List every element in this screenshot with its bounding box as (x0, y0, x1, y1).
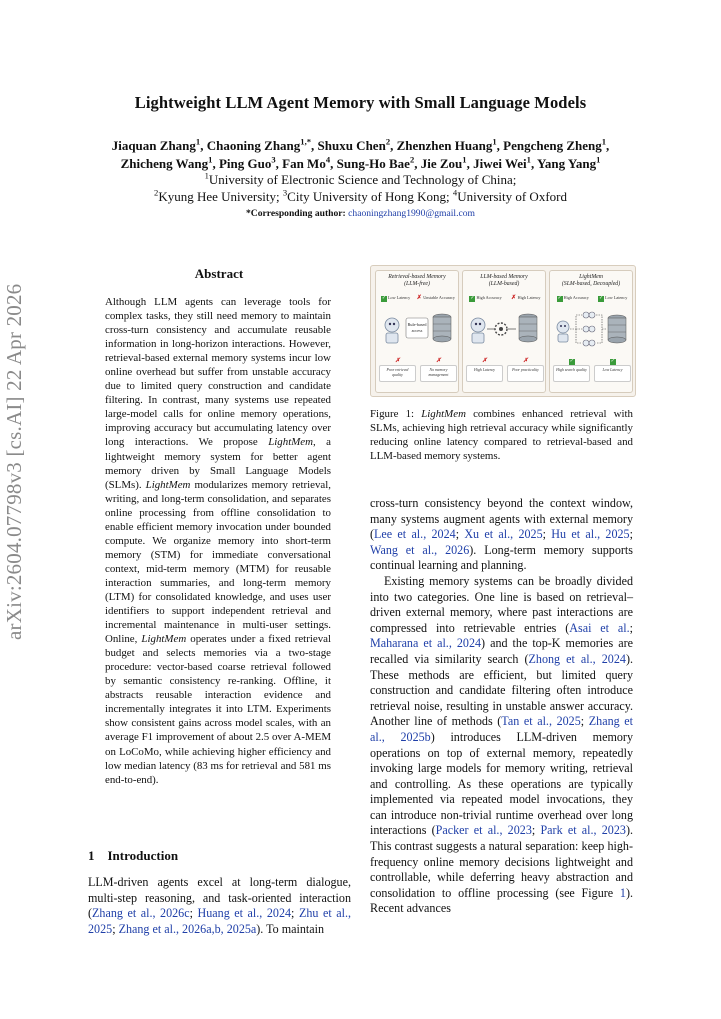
introduction-left-column: LLM-driven agents excel at long-term dialogue, multi-step reasoning, and task-oriented interaction (Zhang et al., 2026c; Huang et al., 2024; Zhu et al., 2025; Zhang et al., 2026a,b, 2025a). To maintain (88, 875, 352, 936)
panel-subtitle-line: (LLM-free) (404, 281, 430, 287)
affiliation-line-2: $^2$Kyung Hee University; $^3$City University of Hong Kong; $^4$University of Oxford (154, 187, 567, 204)
figure-panel-3 (549, 270, 633, 393)
cross-icon: ✗ (522, 358, 529, 364)
panel-tag-label: Low Latency (605, 295, 628, 300)
introduction-right-column (370, 496, 633, 917)
outcome-label: High Latency (466, 365, 503, 382)
panel-tags (552, 295, 632, 302)
cross-icon: ✗ (511, 295, 517, 301)
panel-tag (381, 295, 410, 302)
figure-1-caption: Figure 1: LightMem combines enhanced retrieval with SLMs, achieving high retrieval accuracy while significantly reducing online latency compared to retrieval-based and LLM-based memory systems. (370, 408, 633, 462)
outcome-label: Poor retrieval quality (379, 365, 416, 382)
author-list (40, 137, 681, 172)
abstract-heading: Abstract (194, 266, 244, 281)
outcome-box (553, 357, 590, 382)
panel-tag-label: High Latency (517, 295, 541, 300)
panel-tag (511, 295, 541, 302)
panel-subtitle-line: (SLM-based, Decoupled) (561, 281, 621, 287)
section-heading-introduction (88, 848, 178, 864)
author-line-1: Jiaquan Zhang$^1$, Chaoning Zhang$^{1,*}$, Shuxu Chen$^2$, Zhenzhen Huang$^1$, Pengcheng Zheng$^1$, (111, 136, 610, 153)
panel-outcomes (379, 357, 457, 382)
author-line-2: Zhicheng Wang$^1$, Ping Guo$^3$, Fan Mo$^4$, Sung-Ho Bae$^2$, Jie Zou$^1$, Jiwei Wei$^1$, Yang Yang$^1$ (120, 154, 601, 171)
panel-title-line: Retrieval-based Memory (388, 274, 446, 280)
cross-icon: ✗ (394, 358, 401, 364)
figure-1 (370, 265, 636, 397)
outcome-box (507, 357, 544, 382)
check-icon: ✓ (569, 359, 574, 364)
retrieval-memory-diagram (380, 305, 456, 355)
section-number: 1 (88, 848, 95, 863)
corresponding-label: *Corresponding author: (245, 208, 349, 219)
panel-tags (465, 295, 545, 302)
check-icon: ✓ (599, 296, 604, 301)
figure-panel-1 (375, 270, 459, 393)
lightmem-diagram (554, 305, 630, 355)
panel-tag (557, 295, 589, 302)
intro-paragraph-2: Existing memory systems can be broadly divided into two categories. One line is based on retrieval–driven external memory, where past interactions are compressed into retrievable entries (Asai et al.; Maharana et al., 2024) and the top-K memories are recalled via similarity search (Zhong et al., 2024). These methods are efficient, but limited query construction and candidate filtering often introduce retrieval noise, resulting in unstable answer accuracy. Another line of methods (Tan et al., 2025; Zhang et al., 2025b) introduces LLM-driven memory operations on top of external memory, repeatedly invoking large models for memory writing, retrieval and controlling. As these operations are typically implemented via repeated model invocations, they can introduce non-trivial runtime overhead over long interactions (Packer et al., 2023; Park et al., 2023). This contrast suggests a natural separation: keep high-frequency online memory decisions lightweight and controllable, while deferring heavy abstraction and consolidation to offline processing (see Figure 1). Recent advances (370, 573, 633, 916)
outcome-label: Poor practicality (507, 365, 544, 382)
outcome-label: Low Latency (594, 365, 631, 382)
panel-title (463, 274, 545, 288)
arxiv-watermark: arXiv:2604.07798v3 [cs.AI] 22 Apr 2026 (2, 283, 26, 640)
check-icon: ✓ (470, 296, 475, 301)
abstract-body: Although LLM agents can leverage tools for complex tasks, they still need memory to maintain cross-turn consistency and accumulate reusable information in long-horizon interactions. However, retrieval-based external memory systems incur low online overhead but suffer from unstable accuracy due to limited query construction and candidate filtering. In contrast, many systems use repeated large-model calls for online memory operations, improving accuracy but accumulating latency over long interactions. We propose LightMem, a lightweight memory system for better agent memory driven by Small Language Models (SLMs). LightMem modularizes memory retrieval, writing, and long-term consolidation, and separates online processing from offline consolidation to enable efficient memory invocation under bounded compute. We organize memory into short-term memory (STM) for immediate conversational context, mid-term memory (MTM) for reusable interaction summaries, and long-term memory (LTM) for consolidated knowledge, and uses user identifiers to support independent retrieval and incremental maintenance in multi-user settings. Online, LightMem operates under a fixed retrieval budget and selects memories via a two-stage procedure: vector-based coarse retrieval followed by semantic consistency re-ranking. Offline, it abstracts reusable interaction evidence and incrementally integrates it into LTM. Experiments show consistent gains across model scales, with an average F1 improvement of about 2.5 over A-MEM on LoCoMo, while achieving higher efficiency and low median latency (83 ms for retrieval and 581 ms end-to-end). (105, 296, 332, 786)
panel-subtitle-line: (LLM-based) (488, 281, 520, 287)
figure-panel-2 (462, 270, 546, 393)
corresponding-email-link[interactable]: chaoningzhang1990@gmail.com (348, 208, 476, 219)
outcome-box (594, 357, 631, 382)
affiliation-line-1: $^1$University of Electronic Science and Technology of China; (204, 170, 517, 187)
cross-icon: ✗ (481, 358, 488, 364)
outcome-label: High search quality (553, 365, 590, 382)
panel-title-line: LLM-based Memory (480, 274, 528, 280)
panel-tag-label: Unstable Accuracy (423, 295, 455, 300)
check-icon: ✓ (610, 359, 615, 364)
panel-tag-label: Low Latency (388, 295, 411, 300)
panel-tag-label: High Accuracy (563, 295, 589, 300)
corresponding-author (40, 208, 681, 219)
panel-title-line: LightMem (579, 274, 603, 280)
panel-tags (378, 295, 458, 302)
panel-outcomes (553, 357, 631, 382)
check-icon: ✓ (557, 296, 562, 301)
panel-tag (469, 295, 501, 302)
svg-text:access: access (411, 328, 423, 333)
llm-memory-diagram (467, 305, 543, 355)
svg-text:Rule-based: Rule-based (407, 322, 427, 327)
panel-tag (416, 295, 455, 302)
outcome-box (379, 357, 416, 382)
panel-title (376, 274, 458, 288)
panel-outcomes (466, 357, 544, 382)
cross-icon: ✗ (435, 358, 442, 364)
panel-title (550, 274, 632, 288)
check-icon: ✓ (381, 296, 387, 301)
affiliations (40, 172, 681, 205)
intro-paragraph-1: cross-turn consistency beyond the context window, many systems augment agents with external memory (Lee et al., 2024; Xu et al., 2025; Hu et al., 2025; Wang et al., 2026). Long-term memory supports continual learning and planning. (370, 496, 633, 573)
outcome-label: No memory management (420, 365, 457, 382)
cross-icon: ✗ (416, 295, 422, 301)
outcome-box (466, 357, 503, 382)
paper-title: Lightweight LLM Agent Memory with Small Language Models (134, 93, 587, 112)
section-title: Introduction (107, 848, 179, 863)
panel-tag-label: High Accuracy (476, 295, 502, 300)
panel-tag (598, 295, 627, 302)
outcome-box (420, 357, 457, 382)
